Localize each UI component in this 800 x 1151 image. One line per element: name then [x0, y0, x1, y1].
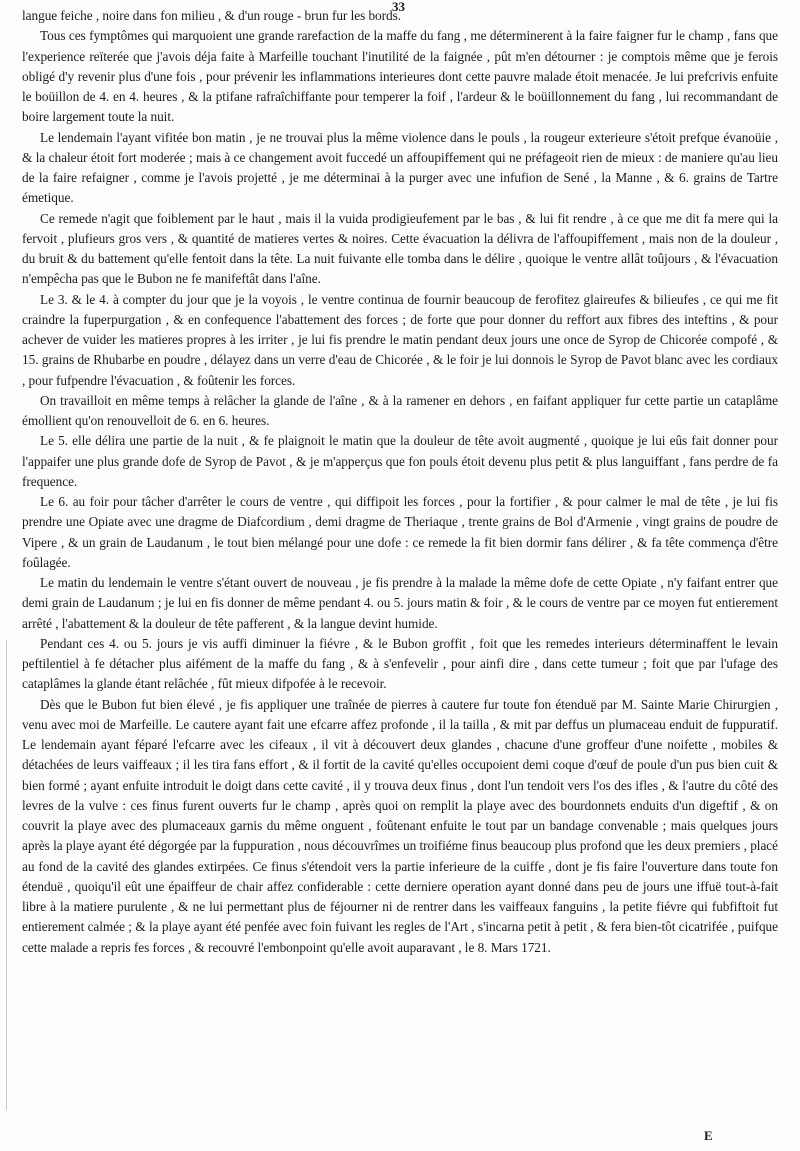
page-edge-shadow [6, 640, 7, 1110]
paragraph-7: Le 5. elle délira une partie de la nuit , & fe plaignoit le matin que la douleur de tête avoit augmenté , quoique je lui eûs fait donner pour l'appaifer une plus grande dofe de Syrop de Pavot , & je m'apperçus que fon pouls étoit devenu plus petit & plus languiffant , fans perdre de fa frequence. [22, 433, 778, 489]
paragraph-10: Pendant ces 4. ou 5. jours je vis auffi diminuer la fiévre , & le Bubon groffit , foit que les remedes interieurs déterminaffent le levain peftilentiel à fe détacher plus aifément de la maffe du fang , & à s'enfevelir , pour ainfi dire , dans cette tumeur ; foit que par l'ufage des cataplâmes la glande étant relâchée , fût mieux difpofée à le recevoir. [22, 635, 778, 692]
paragraph-3: Le lendemain l'ayant vifitée bon matin , je ne trouvai plus la même violence dans le pouls , la rougeur exterieure s'étoit prefque évanoüie , & la chaleur étoit fort moderée ; mais à ce changement avoit fuccedé un affoupiffement qui ne préfageoit rien de mieux : de maniere qu'au lieu de la faire refaigner , comme je l'avois projetté , je me déterminai à la purger avec une infufion de Sené , la Manne , & 6. grains de Tartre émetique. [22, 129, 778, 206]
paragraph-4: Ce remede n'agit que foiblement par le haut , mais il la vuida prodigieufement par le bas , & lui fit rendre , à ce que me dit fa mere qui la fervoit , plufieurs gros vers , & quantité de matieres vertes & noires. Cette évacuation la délivra de l'affoupiffement , mais non de la douleur , du bruit & du battement qu'elle fentoit dans la tête. La nuit fuivante elle tomba dans le délire , quoique le ventre allât toûjours , & l'évacuation n'empêcha pas que le Bubon ne fe manifeftât dans l'aîne. [22, 210, 778, 287]
paragraph-8: Le 6. au foir pour tâcher d'arrêter le cours de ventre , qui diffipoit les forces , pour la fortifier , & pour calmer le mal de tête , je lui fis prendre une Opiate avec une dragme de Diafcordium , demi dragme de Theriaque , trente grains de Bol d'Armenie , vingt grains de poudre de Vipere , & un grain de Laudanum , le tout bien mélangé pour une dofe : ce remede la fit bien dormir fans délirer , & fa tête commença d'être foûlagée. [22, 494, 778, 570]
page-number: 33 [392, 0, 405, 14]
paragraph-9: Le matin du lendemain le ventre s'étant ouvert de nouveau , je fis prendre à la malade la même dofe de cette Opiate , n'y faifant entrer que demi grain de Laudanum ; je lui en fis donner de même pendant 4. ou 5. jours matin & foir , & le cours de ventre par ce moyen fut entierement arrêté , l'abattement & la douleur de tête pafferent , & la langue devint humide. [22, 575, 778, 631]
paragraph-5: Le 3. & le 4. à compter du jour que je la voyois , le ventre continua de fournir beaucoup de ferofitez glaireufes & bilieufes , ce qui me fit craindre la fuperpurgation , & en confequence l'abattement des forces ; de forte que pour donner du reffort aux fibres des inteftins , & pour achever de vuider les matieres propres à les irriter , je lui fis prendre le matin pendant deux jours une once de Syrop de Chicorée compofé , & 15. grains de Rhubarbe en poudre , délayez dans un verre d'eau de Chicorée , & le foir je lui donnois le Syrop de Pavot blanc avec les cordiaux , pour fufpendre l'évacuation , & foûtenir les forces. [22, 291, 778, 388]
paragraph-1: langue feiche , noire dans fon milieu , & d'un rouge - brun fur les bords. [22, 8, 402, 23]
signature-mark: E [704, 1128, 713, 1143]
body-text [22, 6, 778, 958]
paragraph-11: Dès que le Bubon fut bien élevé , je fis appliquer une traînée de pierres à cautere fur toute fon étenduë par M. Sainte Marie Chirurgien , venu avec moi de Marfeille. Le cautere ayant fait une efcarre affez profonde , il la tailla , & mit par deffus un plumaceau enduit de fuppuratif. Le lendemain ayant féparé l'efcarre avec les cifeaux , il vit à découvert deux glandes , chacune d'une groffeur d'une noifette , mobiles & détachées de leurs vaiffeaux ; il les tira fans effort , & il fortit de la cavité qu'elles occupoient demi coque d'œuf de poule d'un pus bien cuit & bien formé ; ayant enfuite introduit le doigt dans cette cavité , il y trouva deux finus , dont l'un tendoit vers l'os des ifles , & l'autre du côté des levres de la vulve : ces finus furent ouverts fur le champ , après quoi on remplit la playe avec des bourdonnets enduits d'un digeftif , & on couvrit la playe avec des plumaceaux garnis du même onguent , foûtenant enfuite le tout par un bandage convenable ; mais quelques jours après la playe ayant été dégorgée par la fuppuration , nous découvrîmes un troifiéme finus beaucoup plus profond que les deux premiers , placé au fond de la cavité des glandes extirpées. Ce finus s'étendoit vers la partie inferieure de la cuiffe , dont je fis faire l'ouverture dans toute fon étenduë , quoiqu'il eût une épaiffeur de chair affez confiderable : cette derniere operation ayant donné dans peu de jours une iffuë tout-à-fait libre à la matiere purulente , & ne lui permettant plus de féjourner ni de rentrer dans les vaiffeaux fanguins , la petite fiévre qui fubfiftoit fut entierement calmée ; & la playe ayant été penfée avec foin fuivant les regles de l'Art , s'incarna petit à petit , & fera bien-tôt cicatrifée , puifque cette malade a repris fes forces , & recouvré l'embonpoint qu'elle avoit auparavant , le 8. Mars 1721. [22, 696, 778, 955]
paragraph-2: Tous ces fymptômes qui marquoient une grande rarefaction de la maffe du fang , me déterminerent à la faire faigner fur le champ , fans que l'experience reïterée que j'avois déja faite à Marfeille touchant l'inutilité de la faignée , pût m'en détourner : je comptois même que je ferois obligé d'y revenir plus d'une fois , pour prévenir les inflammations interieures dont cette pauvre malade étoit menacée. Je lui prefcrivis enfuite le boüillon de 4. en 4. heures , & la ptifane rafraîchiffante pour temperer la foif , l'ardeur & le boüillonnement du fang , lui recommandant de boire largement toute la nuit. [22, 28, 778, 125]
paragraph-6: On travailloit en même temps à relâcher la glande de l'aîne , & à la ramener en dehors , en faifant appliquer fur cette partie un cataplâme émollient qu'on renouvelloit de 6. en 6. heures. [22, 392, 778, 428]
